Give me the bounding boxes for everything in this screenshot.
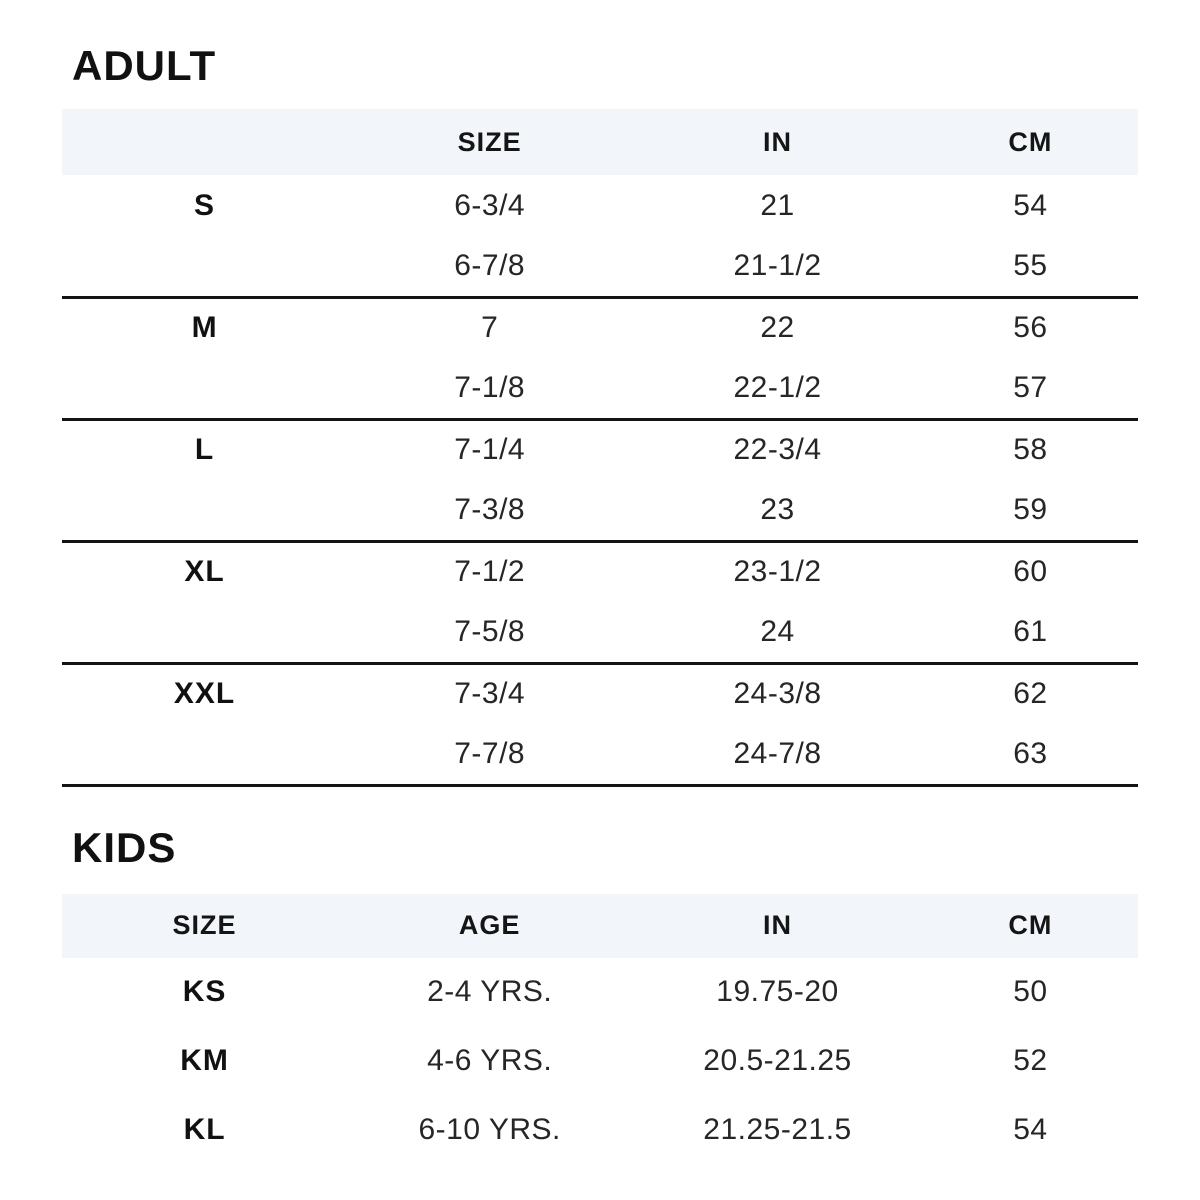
size-label-cell: XL	[184, 555, 225, 589]
kids-header-size: SIZE	[172, 910, 237, 940]
age-value-cell: 4-6 YRS.	[427, 1044, 553, 1077]
size-label-cell	[62, 480, 347, 541]
in-value-cell: 22-3/4	[733, 433, 822, 467]
adult-table-header-row	[62, 109, 1138, 175]
cm-value-cell: 54	[1013, 1113, 1048, 1146]
table-row	[62, 1096, 1138, 1165]
size-value-cell: 7-3/4	[454, 677, 526, 711]
adult-header-blank	[62, 109, 347, 175]
cm-value-cell: 54	[1013, 188, 1048, 222]
table-row	[62, 419, 1138, 480]
adult-size-table	[62, 109, 1138, 787]
kids-size-table	[62, 894, 1138, 1165]
table-row	[62, 297, 1138, 358]
size-value-cell: 7-1/8	[347, 358, 632, 419]
table-row	[62, 958, 1138, 1027]
in-value-cell: 21	[760, 188, 795, 222]
age-value-cell: 6-10 YRS.	[418, 1113, 561, 1146]
size-label-cell: S	[194, 188, 216, 222]
size-value-cell: 7	[481, 311, 499, 345]
kids-header-age: AGE	[458, 910, 521, 940]
adult-header-size: SIZE	[457, 126, 522, 157]
cm-value-cell: 63	[923, 724, 1138, 785]
age-value-cell: 2-4 YRS.	[427, 975, 553, 1008]
size-value-cell: 7-1/2	[454, 555, 526, 589]
size-value-cell: 7-3/8	[347, 480, 632, 541]
in-value-cell: 21-1/2	[632, 236, 923, 297]
size-label-cell	[62, 358, 347, 419]
in-value-cell: 24-3/8	[733, 677, 822, 711]
in-value-cell: 21.25-21.5	[703, 1113, 852, 1146]
in-value-cell: 24-7/8	[632, 724, 923, 785]
size-label-cell: L	[194, 433, 215, 467]
in-value-cell: 19.75-20	[716, 975, 839, 1008]
in-value-cell: 22-1/2	[632, 358, 923, 419]
cm-value-cell: 58	[1013, 433, 1048, 467]
size-value-cell: 7-7/8	[347, 724, 632, 785]
cm-value-cell: 59	[923, 480, 1138, 541]
table-row	[62, 602, 1138, 663]
cm-value-cell: 57	[923, 358, 1138, 419]
kids-section-title: KIDS	[72, 823, 177, 871]
cm-value-cell: 60	[1013, 555, 1048, 589]
kids-header-cm: CM	[1008, 910, 1053, 940]
kids-header-in: IN	[763, 910, 792, 940]
in-value-cell: 20.5-21.25	[703, 1044, 852, 1077]
size-label-cell: KS	[182, 975, 227, 1008]
size-value-cell: 6-7/8	[347, 236, 632, 297]
size-value-cell: 7-5/8	[347, 602, 632, 663]
table-row	[62, 541, 1138, 602]
size-label-cell: XXL	[173, 677, 236, 711]
cm-value-cell: 62	[1013, 677, 1048, 711]
table-row	[62, 724, 1138, 785]
adult-header-in: IN	[763, 126, 792, 157]
cm-value-cell: 61	[923, 602, 1138, 663]
table-row	[62, 480, 1138, 541]
cm-value-cell: 50	[1013, 975, 1048, 1008]
table-row	[62, 1027, 1138, 1096]
table-row	[62, 236, 1138, 297]
kids-table-header-row	[62, 894, 1138, 958]
size-label-cell	[62, 236, 347, 297]
size-value-cell: 7-1/4	[454, 433, 526, 467]
in-value-cell: 24	[632, 602, 923, 663]
cm-value-cell: 55	[923, 236, 1138, 297]
in-value-cell: 22	[760, 311, 795, 345]
size-label-cell	[62, 602, 347, 663]
table-row	[62, 175, 1138, 236]
size-value-cell: 6-3/4	[454, 188, 526, 222]
table-row	[62, 358, 1138, 419]
size-label-cell: M	[191, 311, 218, 345]
adult-header-cm: CM	[1008, 126, 1053, 157]
size-label-cell: KM	[180, 1044, 229, 1077]
size-label-cell	[62, 724, 347, 785]
adult-section-title: ADULT	[72, 42, 217, 89]
table-row	[62, 663, 1138, 724]
in-value-cell: 23-1/2	[733, 555, 822, 589]
cm-value-cell: 56	[1013, 311, 1048, 345]
in-value-cell: 23	[632, 480, 923, 541]
size-label-cell: KL	[183, 1113, 226, 1146]
cm-value-cell: 52	[1013, 1044, 1048, 1077]
